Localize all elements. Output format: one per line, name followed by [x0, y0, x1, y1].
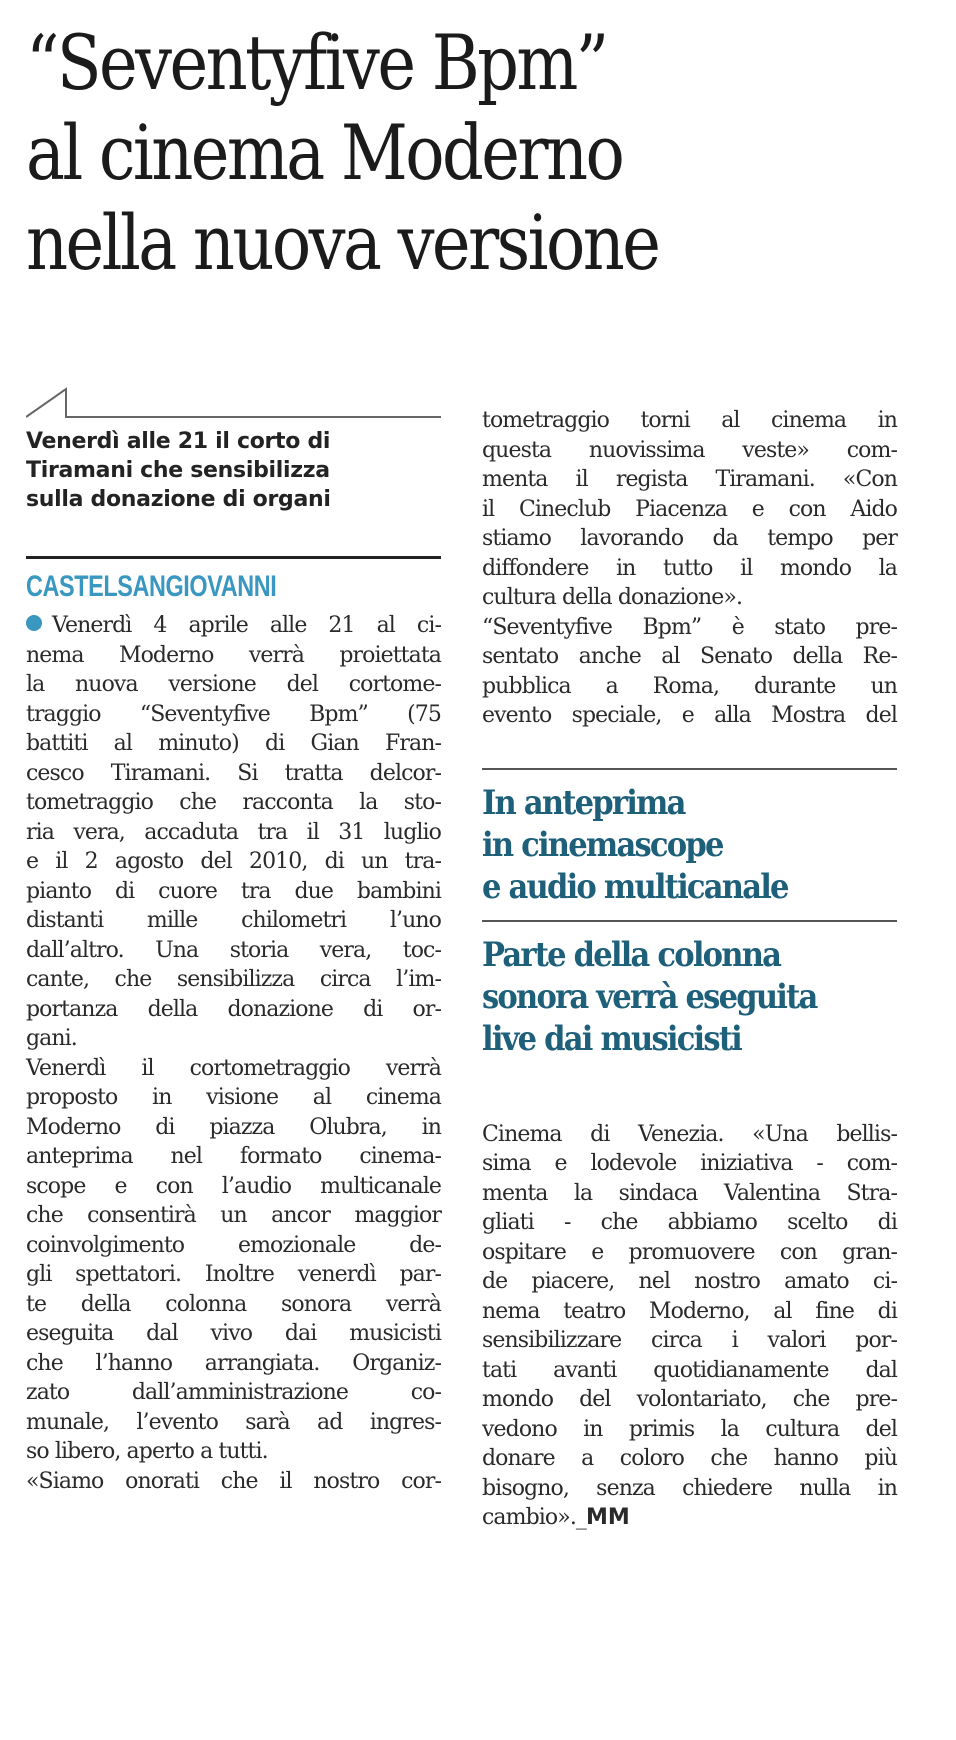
- section-divider: [26, 556, 441, 559]
- text-line: portanza della donazione di or-: [26, 996, 441, 1022]
- text-line: evento speciale, e alla Mostra del: [482, 703, 897, 728]
- headline-line: al cinema Moderno: [26, 108, 623, 197]
- right-column: [482, 406, 897, 1533]
- right-body-text-top: [482, 406, 897, 731]
- text-line: ria vera, accaduta tra il 31 luglio: [26, 819, 441, 845]
- pull-quote-line: live dai musicisti: [482, 1018, 741, 1059]
- text-line: gani.: [26, 1026, 77, 1051]
- text-line: “Seventyfive Bpm” è stato pre-: [482, 614, 897, 640]
- pull-quote-line: Parte della colonna: [482, 934, 781, 975]
- text-line: eseguita dal vivo dai musicisti: [26, 1321, 441, 1346]
- text-line: donare a coloro che hanno più: [482, 1446, 897, 1471]
- left-body-text: [26, 611, 441, 1496]
- text-line: de piacere, nel nostro amato ci-: [482, 1269, 897, 1294]
- text-line: nema Moderno verrà proiettata: [26, 642, 441, 668]
- text-line: vedono in primis la cultura del: [482, 1416, 897, 1442]
- text-line: Cinema di Venezia. «Una bellis-: [482, 1121, 897, 1147]
- text-line: bisogno, senza chiedere nulla in: [482, 1475, 897, 1501]
- text-line: nema teatro Moderno, al fine di: [482, 1298, 897, 1324]
- text-line: ospitare e promuovere con gran-: [482, 1239, 897, 1265]
- text-line: gli spettatori. Inoltre venerdì par-: [26, 1262, 441, 1287]
- right-body-text-bottom: [482, 1120, 897, 1533]
- headline-line: nella nuova versione: [26, 198, 659, 287]
- pull-quote-1: [482, 782, 856, 908]
- text-line: pubblica a Roma, durante un: [482, 673, 897, 699]
- text-line: Venerdì 4 aprile alle 21 al ci-: [52, 613, 441, 638]
- text-line: «Siamo onorati che il nostro cor-: [26, 1468, 441, 1494]
- pull-quote-divider: [482, 920, 897, 922]
- article-subhead: [26, 427, 441, 514]
- text-line: che consentirà un ancor maggior: [26, 1203, 441, 1228]
- subhead-line: Tiramani che sensibilizza: [26, 458, 330, 483]
- text-line: anteprima nel formato cinema-: [26, 1144, 441, 1169]
- author-signature: MM: [586, 1505, 630, 1530]
- text-line: sentato anche al Senato della Re-: [482, 644, 897, 669]
- text-line: stiamo lavorando da tempo per: [482, 526, 897, 551]
- pull-quote-line: in cinemascope: [482, 824, 723, 865]
- text-line: menta la sindaca Valentina Stra-: [482, 1180, 897, 1206]
- text-line: gliati - che abbiamo scelto di: [482, 1210, 897, 1235]
- text-line: il Cineclub Piacenza e con Aido: [482, 496, 897, 522]
- article-headline: [26, 18, 800, 288]
- location-label: CASTELSANGIOVANNI: [26, 570, 277, 603]
- text-line: pianto di cuore tra due bambini: [26, 878, 441, 904]
- text-line: battiti al minuto) di Gian Fran-: [26, 731, 441, 756]
- text-line: so libero, aperto a tutti.: [26, 1439, 268, 1464]
- text-line: questa nuovissima veste» com-: [482, 437, 897, 463]
- pull-quote-divider: [482, 768, 897, 770]
- text-line: te della colonna sonora verrà: [26, 1291, 441, 1317]
- text-line: cante, che sensibilizza circa l’im-: [26, 967, 441, 992]
- kicker-rule-decoration: [26, 385, 441, 421]
- text-line: la nuova versione del cortome-: [26, 672, 441, 697]
- subhead-line: Venerdì alle 21 il corto di: [26, 429, 331, 454]
- pull-quote-2: [482, 934, 856, 1060]
- pull-quote-line: In anteprima: [482, 782, 685, 823]
- bullet-dot-icon: [26, 615, 42, 631]
- text-line: e il 2 agosto del 2010, di un tra-: [26, 849, 441, 874]
- text-line: scope e con l’audio multicanale: [26, 1173, 441, 1199]
- text-line: menta il regista Tiramani. «Con: [482, 467, 897, 492]
- text-line: sima e lodevole iniziativa - com-: [482, 1151, 897, 1176]
- text-line: tometraggio torni al cinema in: [482, 408, 897, 433]
- closing-line: [482, 1503, 897, 1533]
- text-line: mondo del volontariato, che pre-: [482, 1387, 897, 1412]
- text-line: traggio “Seventyfive Bpm” (75: [26, 701, 441, 727]
- text-line: diffondere in tutto il mondo la: [482, 555, 897, 581]
- text-line: tati avanti quotidianamente dal: [482, 1357, 897, 1383]
- text-line: tometraggio che racconta la sto-: [26, 790, 441, 815]
- text-line: Venerdì il cortometraggio verrà: [26, 1055, 441, 1081]
- text-line: distanti mille chilometri l’uno: [26, 908, 441, 933]
- text-line: zato dall’amministrazione co-: [26, 1380, 441, 1405]
- left-column: [26, 385, 441, 1496]
- pull-quote-line: sonora verrà eseguita: [482, 976, 817, 1017]
- text-line: cultura della donazione».: [482, 585, 743, 610]
- text-line: proposto in visione al cinema: [26, 1085, 441, 1110]
- text-line: che l’hanno arrangiata. Organiz-: [26, 1350, 441, 1376]
- text-line: cesco Tiramani. Si tratta delcor-: [26, 760, 441, 786]
- text-line: sensibilizzare circa i valori por-: [482, 1328, 897, 1353]
- pull-quote-line: e audio multicanale: [482, 866, 788, 907]
- subhead-line: sulla donazione di organi: [26, 487, 331, 512]
- headline-line: “Seventyfive Bpm”: [26, 18, 607, 107]
- text-line: Moderno di piazza Olubra, in: [26, 1114, 441, 1140]
- text-line: cambio»._: [482, 1505, 587, 1530]
- text-line: coinvolgimento emozionale de-: [26, 1232, 441, 1258]
- text-line: dall’altro. Una storia vera, toc-: [26, 937, 441, 963]
- text-line: munale, l’evento sarà ad ingres-: [26, 1409, 441, 1435]
